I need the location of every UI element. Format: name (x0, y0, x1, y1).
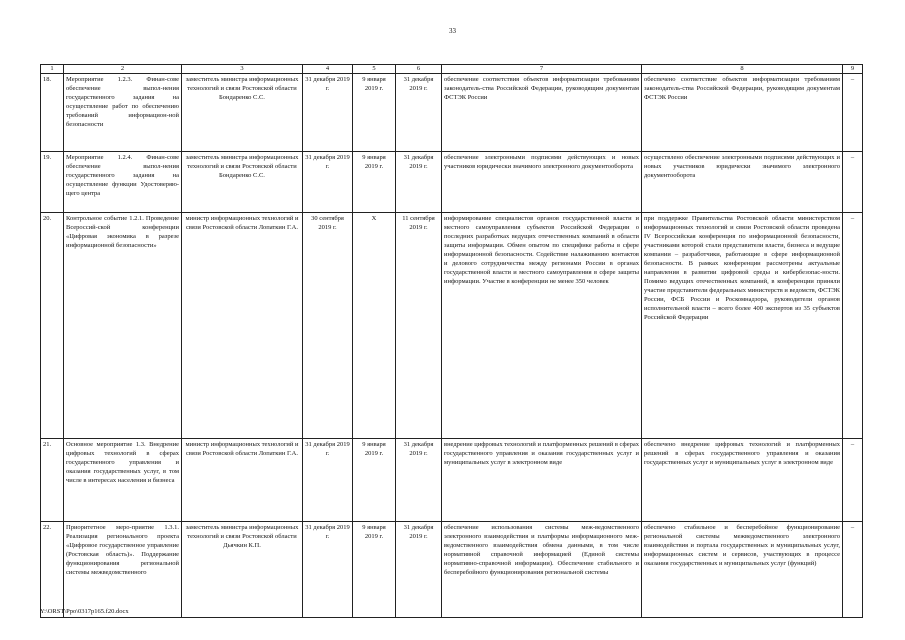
note: – (843, 213, 863, 439)
actual-start-date: 9 января 2019 г. (353, 74, 396, 152)
note: – (843, 74, 863, 152)
row-number: 21. (41, 439, 64, 522)
row-number: 22. (41, 522, 64, 618)
responsible-person: заместитель министра информационных технологий и связи Ростовской области Бондаренко С.С. (182, 152, 303, 213)
actual-result: при поддержке Правительства Ростовской области министерством информационных технологий и связи Ростовской области проведена IV Всероссийская конференция по информационной безопасности, участниками которой стали представители власти, бизнеса и ведущие компании – разработчики, работающие в сфере информационной безопасности. В рамках конференции рассмотрены актуальные направления в развитии цифровой среды и кибербезопас-ности. Помимо ведущих отечественных компаний, в конференции приняли участие представители федеральных министерств и ведомств, ФСТЭК России, ФСБ России и Роскомнадзора, руководители органов исполнительной власти – всего более 400 экспертов из 35 субъектов Российской Федерации (642, 213, 843, 439)
actual-start-date: 9 января 2019 г. (353, 522, 396, 618)
actual-result: осуществлено обеспечение электронными подписями действующих и новых участников юридически значимого электронного документооборота (642, 152, 843, 213)
note: – (843, 522, 863, 618)
column-header: 1 (41, 65, 64, 74)
page-number: 33 (449, 27, 456, 35)
responsible-person: министр информационных технологий и связи Ростовской области Лопаткин Г.А. (182, 213, 303, 439)
report-table (40, 64, 863, 618)
actual-result: обеспечено внедрение цифровых технологий и платформенных решений в сферах государственного управления и оказания государственных услуг и муниципальных услуг в электронном виде (642, 439, 843, 522)
actual-start-date: 9 января 2019 г. (353, 439, 396, 522)
actual-result: обеспечено стабильное и бесперебойное функционирование региональной системы межведомственного электронного взаимодействия и портала государственных и муниципальных услуг, информационных систем и сервисов, участвующих в процессе оказания государственных и муниципальных услуг (функций) (642, 522, 843, 618)
planned-start-date: 31 декабря 2019 г. (303, 152, 353, 213)
planned-start-date: 31 декабря 2019 г. (303, 439, 353, 522)
responsible-person: министр информационных технологий и связи Ростовской области Лопаткин Г.А. (182, 439, 303, 522)
column-header: 9 (843, 65, 863, 74)
table-row (41, 74, 863, 152)
file-path-footer: Y:\ORST\Ppo\0317p165.f20.docx (40, 608, 129, 615)
planned-start-date: 31 декабря 2019 г. (303, 522, 353, 618)
end-date: 31 декабря 2019 г. (396, 74, 442, 152)
expected-result: внедрение цифровых технологий и платформенных решений в сферах государственного управления и оказания государственных услуг и муниципальных услуг в электронном виде (442, 439, 642, 522)
event-name: Мероприятие 1.2.4. Финан-сове обеспечение выпол-нения государственного задания на осуществление функции Удостоверяю-щего центра (64, 152, 182, 213)
column-header: 5 (353, 65, 396, 74)
planned-start-date: 31 декабря 2019 г. (303, 74, 353, 152)
actual-start-date: Х (353, 213, 396, 439)
expected-result: обеспечение электронными подписями действующих и новых участников юридически значимого электронного документооборота (442, 152, 642, 213)
actual-start-date: 9 января 2019 г. (353, 152, 396, 213)
responsible-person: заместитель министра информационных технологий и связи Ростовской области Бондаренко С.С. (182, 74, 303, 152)
end-date: 31 декабря 2019 г. (396, 152, 442, 213)
event-name: Основное мероприятие 1.3. Внедрение цифровых технологий в сферах государственного управления и оказания государственных услуг, в том числе в интересах населения и бизнеса (64, 439, 182, 522)
column-header: 4 (303, 65, 353, 74)
row-number: 20. (41, 213, 64, 439)
column-header: 8 (642, 65, 843, 74)
column-header: 6 (396, 65, 442, 74)
table-row (41, 439, 863, 522)
note: – (843, 439, 863, 522)
event-name: Приоритетное меро-приятие 1.3.1. Реализация регионального проекта «Цифровое государственное управление (Ростовская область)». Поддержание функционирования региональной системы межведомственного (64, 522, 182, 618)
event-name: Контрольное событие 1.2.1. Проведение Всероссий-ской конференции «Цифровая экономика в разрезе информационной безопасности» (64, 213, 182, 439)
expected-result: обеспечение использования системы меж-ведомственного электронного взаимодействия и платформы информационного меж-ведомственного взаимодействия обмена данными, в том числе нормативной справочной информацией (Единой системы нормативно-справочной информации). Обеспечение стабильного и бесперебойного функционирования региональной системы (442, 522, 642, 618)
column-header: 3 (182, 65, 303, 74)
column-header: 7 (442, 65, 642, 74)
end-date: 31 декабря 2019 г. (396, 439, 442, 522)
event-name: Мероприятие 1.2.3. Финан-сове обеспечение выпол-нения государственного задания на осуществление работ по обеспечению требований информацион-ной безопасности (64, 74, 182, 152)
note: – (843, 152, 863, 213)
planned-start-date: 30 сентября 2019 г. (303, 213, 353, 439)
expected-result: обеспечение соответствия объектов информатизации требованиям законодатель-ства Российской Федерации, руководящим документам ФСТЭК России (442, 74, 642, 152)
table-header-row (41, 65, 863, 74)
row-number: 19. (41, 152, 64, 213)
expected-result: информирование специалистов органов государственной власти и местного самоуправления субъектов Российской Федерации о последних разработках ведущих отечественных компаний в области защиты информации. Обмен опытом по специфике работы в сфере информационной безопасности. Содействие налаживанию контактов и делового сотрудничества между регионами России в органах государственной власти и местного самоуправления в сфере защиты информации. Участие в конференции не менее 350 человек (442, 213, 642, 439)
end-date: 11 сентября 2019 г. (396, 213, 442, 439)
end-date: 31 декабря 2019 г. (396, 522, 442, 618)
actual-result: обеспечено соответствие объектов информатизации требованиям законодатель-ства Российской Федерации, руководящим документам ФСТЭК России (642, 74, 843, 152)
responsible-person: заместитель министра информационных технологий и связи Ростовской области Дьячкин К.П. (182, 522, 303, 618)
table-row (41, 522, 863, 618)
row-number: 18. (41, 74, 64, 152)
table-row (41, 152, 863, 213)
table-row (41, 213, 863, 439)
column-header: 2 (64, 65, 182, 74)
